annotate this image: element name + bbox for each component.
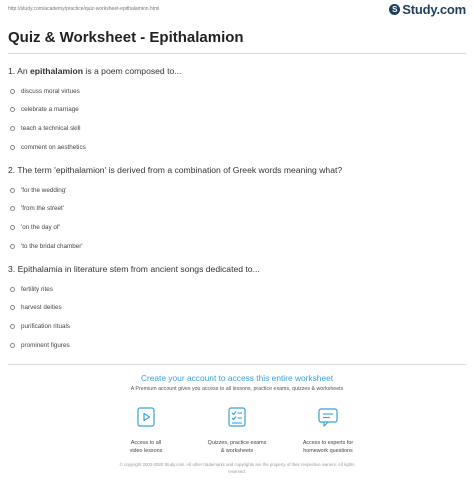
feature-quizzes (192, 405, 282, 455)
question-1-text-after: is a poem composed to... (83, 66, 182, 76)
option-label: harvest deities (21, 304, 62, 312)
question-3 (8, 264, 466, 354)
answer-option[interactable] (8, 280, 466, 299)
feature-label-line: Access to experts for (302, 440, 354, 446)
feature-label-line: & worksheets (220, 447, 254, 454)
answer-option[interactable] (8, 299, 466, 318)
question-1-number: 1. (8, 66, 16, 76)
question-2 (8, 165, 466, 255)
study-logo[interactable] (389, 2, 466, 17)
answer-option[interactable] (8, 237, 466, 256)
answer-option[interactable] (8, 181, 466, 200)
radio-button[interactable] (10, 188, 15, 193)
quizzes-icon (225, 405, 249, 429)
option-label: comment on aesthetics (21, 143, 86, 151)
answer-option[interactable] (8, 200, 466, 219)
question-1-text (8, 66, 466, 76)
radio-button[interactable] (10, 89, 15, 94)
footer-line: reserved. (228, 469, 246, 474)
footer-line: © copyright 2003-2020 Study.com. All other trademarks and copyrights are the property of their respective owners. All rights (119, 462, 355, 467)
feature-label (283, 440, 373, 455)
radio-button[interactable] (10, 287, 15, 292)
option-label: prominent figures (21, 341, 70, 349)
radio-button[interactable] (10, 324, 15, 329)
answer-option[interactable] (8, 138, 466, 157)
feature-label-line: Quizzes, practice exams (207, 440, 267, 446)
radio-button[interactable] (10, 305, 15, 310)
radio-button[interactable] (10, 244, 15, 249)
option-label: fertility rites (21, 285, 53, 293)
option-label: discuss moral virtues (21, 87, 80, 95)
answer-option[interactable] (8, 119, 466, 138)
option-label: teach a technical skill (21, 124, 81, 132)
cta-subtitle: A Premium account gives you access to all lessons, practice exams, quizzes & worksheets (130, 386, 344, 392)
option-label: purification rituals (21, 322, 70, 330)
question-2-text (8, 165, 466, 175)
question-3-number: 3. (8, 264, 16, 274)
feature-video-lessons (101, 405, 191, 455)
option-label: celebrate a marriage (21, 106, 79, 114)
signup-cta (0, 373, 474, 392)
feature-label (101, 440, 191, 455)
title-divider (8, 53, 466, 54)
cta-divider (8, 364, 466, 365)
feature-label-line: Access to all (130, 440, 162, 446)
option-label: 'from the street' (21, 205, 64, 213)
question-2-body: The term 'epithalamion' is derived from a combination of Greek words meaning what? (17, 165, 343, 175)
cta-title-link[interactable]: Create your account to access this entire worksheet (140, 373, 334, 383)
option-label: 'to the bridal chamber' (21, 242, 83, 250)
question-2-number: 2. (8, 165, 16, 175)
feature-label-line: video lessons (129, 447, 163, 454)
question-3-body: Epithalamia in literature stem from ancient songs dedicated to... (17, 264, 260, 274)
question-1-bold-term: epithalamion (30, 66, 84, 76)
radio-button[interactable] (10, 206, 15, 211)
question-1 (8, 66, 466, 156)
answer-option[interactable] (8, 101, 466, 120)
page-title: Quiz & Worksheet - Epithalamion (8, 29, 244, 46)
experts-icon (316, 405, 340, 429)
radio-button[interactable] (10, 225, 15, 230)
video-lessons-icon (134, 405, 158, 429)
logo-text: Study.com (402, 2, 466, 17)
option-label: 'for the wedding' (21, 186, 67, 194)
answer-option[interactable] (8, 317, 466, 336)
radio-button[interactable] (10, 126, 15, 131)
answer-option[interactable] (8, 336, 466, 355)
url-text: http://study.com/academy/practice/quiz-worksheet-epithalamion.html (8, 6, 160, 12)
option-label: 'on the day of' (21, 223, 60, 231)
answer-option[interactable] (8, 218, 466, 237)
radio-button[interactable] (10, 343, 15, 348)
copyright-footer (88, 461, 386, 475)
answer-option[interactable] (8, 82, 466, 101)
question-3-text (8, 264, 466, 274)
feature-experts (283, 405, 373, 455)
question-1-text-before: An (17, 66, 30, 76)
feature-label-line: homework questions (303, 447, 353, 454)
radio-button[interactable] (10, 145, 15, 150)
logo-mark-icon: S (389, 4, 400, 15)
feature-label (192, 440, 282, 455)
radio-button[interactable] (10, 107, 15, 112)
